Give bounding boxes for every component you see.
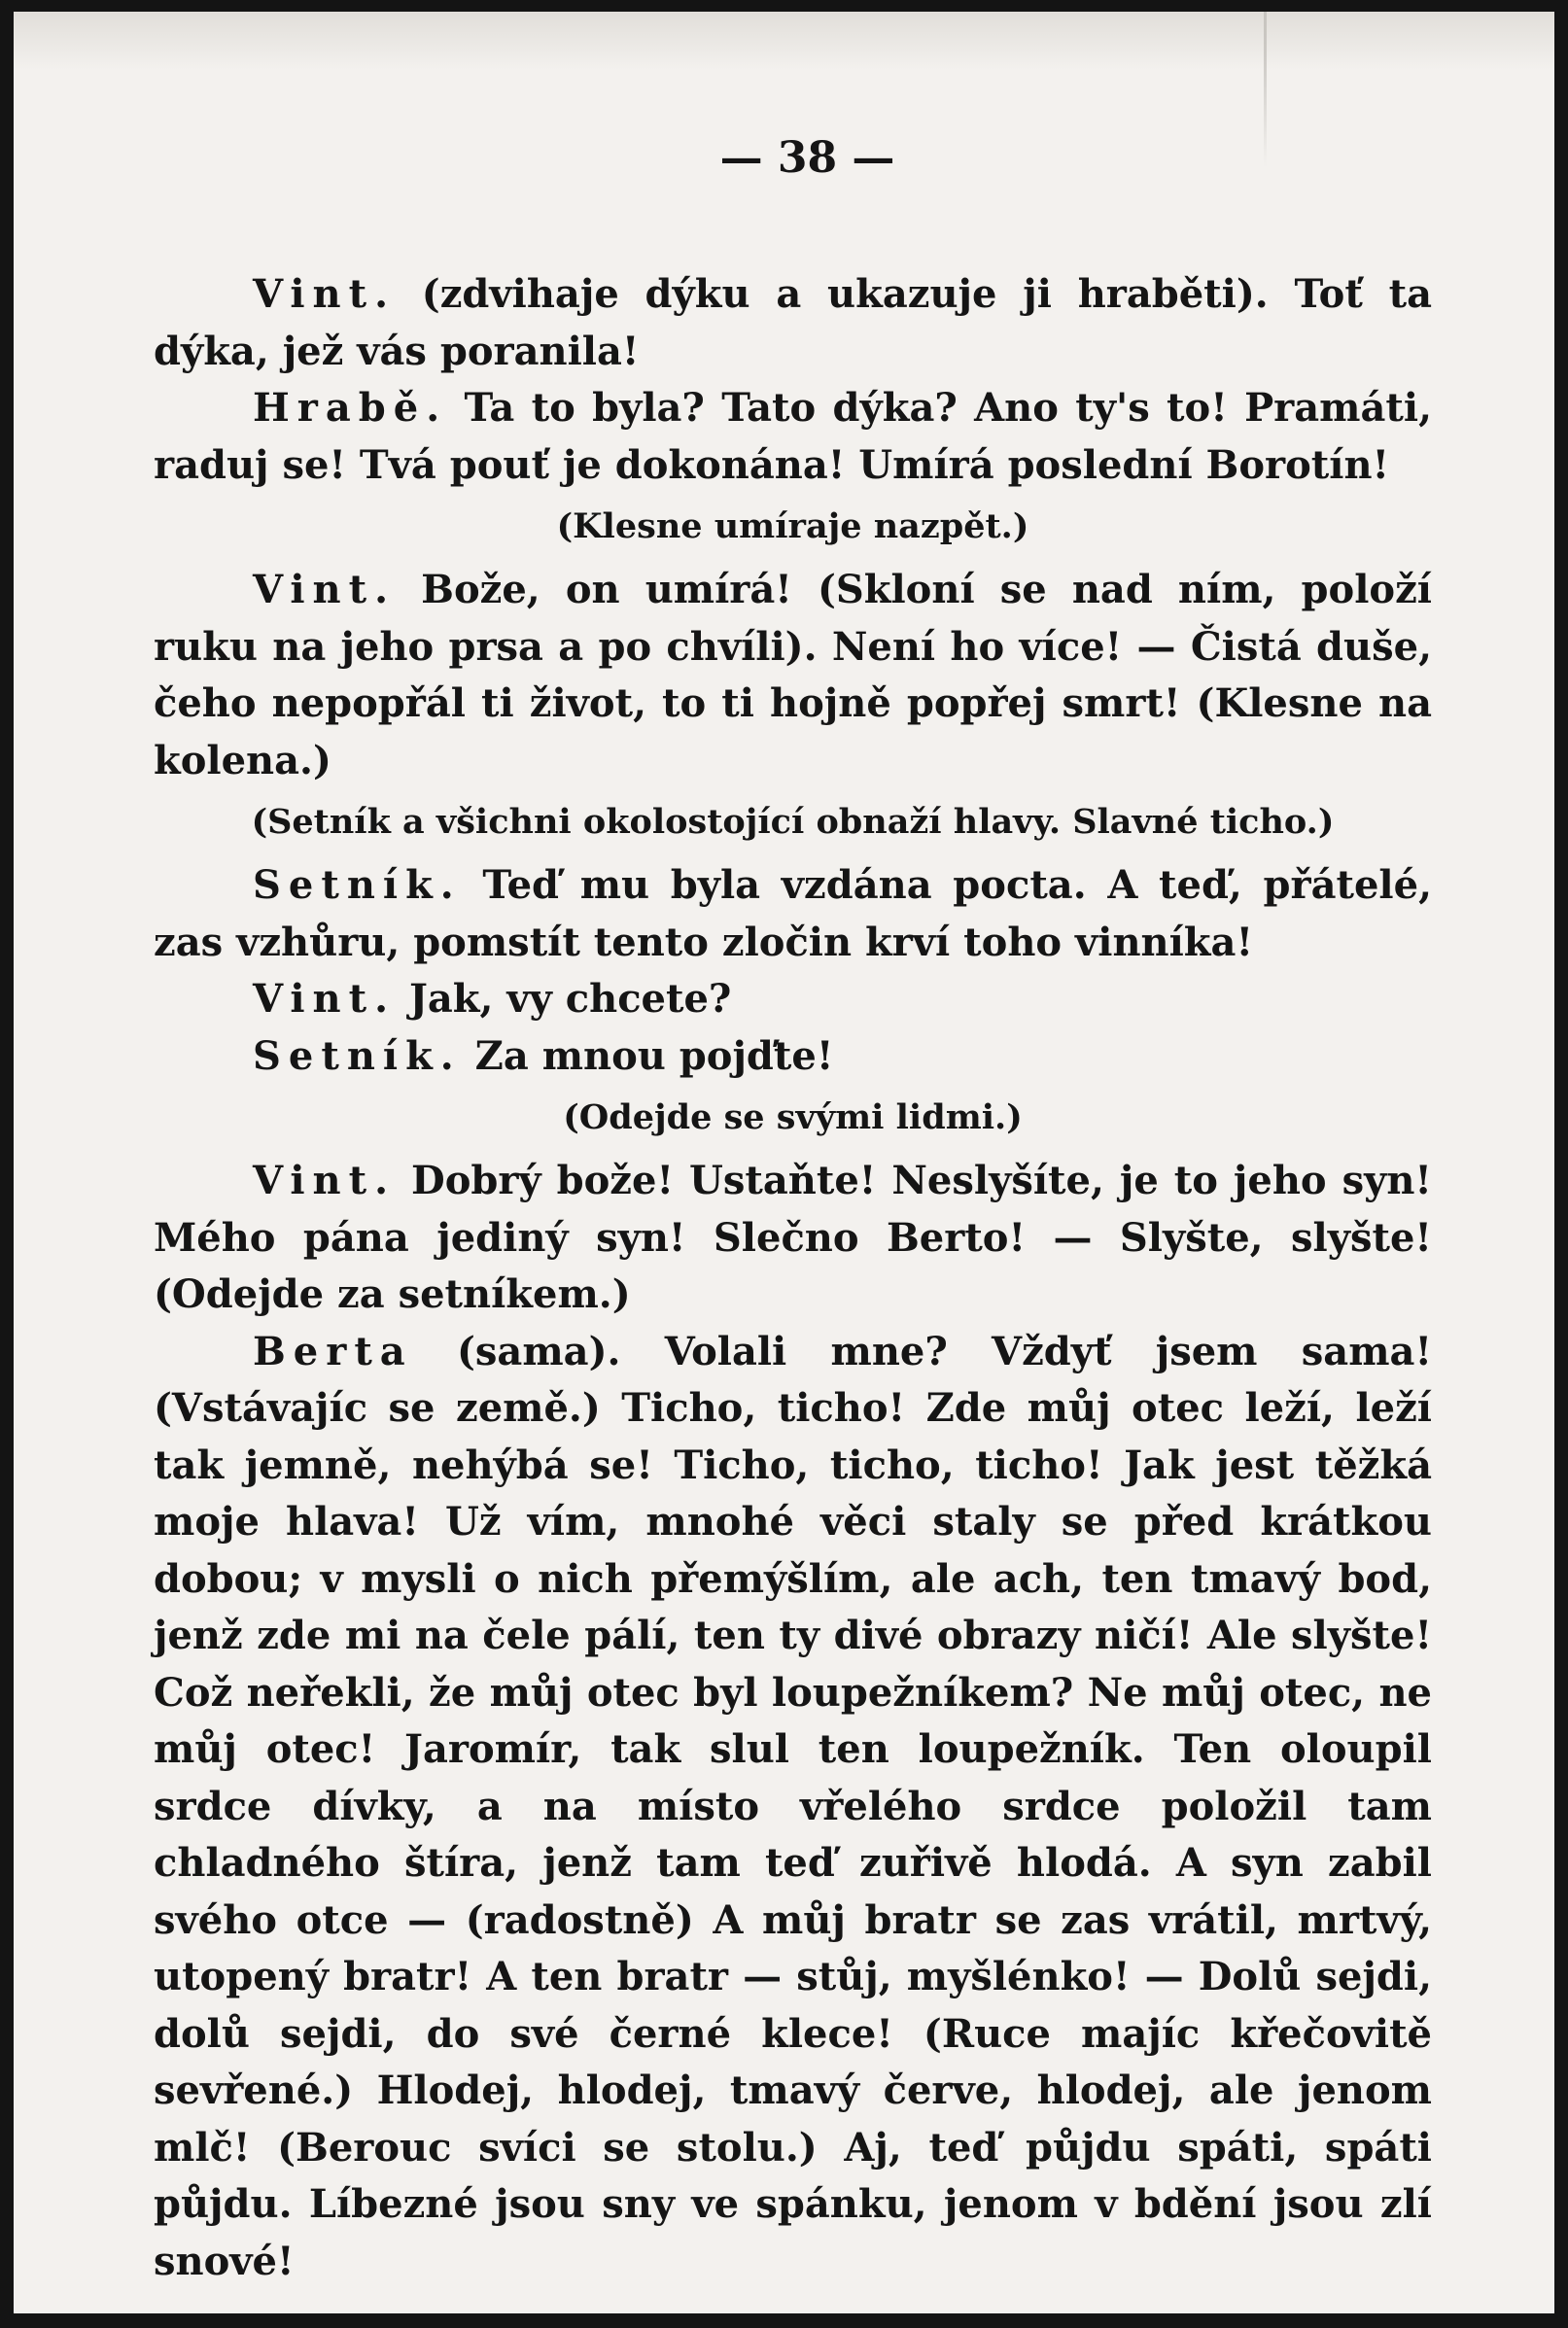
book-page bbox=[14, 12, 1554, 2313]
stage-direction: (Setník a všichni okolostojící obnaží hlavy. Slavné ticho.) bbox=[251, 802, 1335, 842]
speech-vint-1 bbox=[154, 266, 1432, 380]
stage-direction: (Klesne umíraje nazpět.) bbox=[556, 506, 1029, 546]
speech-berta bbox=[154, 1324, 1432, 2291]
speech-text: Za mnou pojďte! bbox=[461, 1032, 834, 1079]
speech-text: Dobrý bože! Ustaňte! Neslyšíte, je to jeho syn! Mého pána jediný syn! Slečno Berto! — Slyšte, slyšte! (Odejde za setníkem.) bbox=[154, 1158, 1432, 1317]
speaker-name: Vint. bbox=[253, 271, 397, 317]
speech-hrabe bbox=[154, 380, 1432, 494]
speaker-name: Vint. bbox=[253, 1158, 397, 1203]
page-number: — 38 — bbox=[719, 133, 895, 183]
speaker-name: Berta bbox=[253, 1328, 413, 1374]
speaker-name: Hrabě. bbox=[253, 385, 448, 431]
speech-vint-2 bbox=[154, 562, 1432, 789]
speech-vint-4 bbox=[154, 1153, 1432, 1324]
speech-text: Bože, on umírá! (Skloní se nad ním, položí ruku na jeho prsa a po chvíli). Není ho více! — Čistá duše, čeho nepopřál ti život, to ti hojně popřej smrt! (Klesne na kolena.) bbox=[154, 567, 1432, 783]
page-text bbox=[154, 126, 1432, 2290]
stage-direction: (Odejde se svými lidmi.) bbox=[563, 1097, 1023, 1137]
speaker-name: Vint. bbox=[253, 976, 397, 1022]
speech-setnik-2 bbox=[154, 1028, 1432, 1086]
speaker-name: Setník. bbox=[253, 862, 462, 908]
speech-vint-3 bbox=[154, 971, 1432, 1028]
speaker-name: Setník. bbox=[253, 1032, 462, 1079]
speech-text: (sama). Volali mne? Vždyť jsem sama! (Vstávajíc se země.) Ticho, ticho! Zde můj otec leží, leží tak jemně, nehýbá se! Ticho, ticho, ticho! Jak jest těžká moje hlava! Už vím, mnohé věci staly se před krátkou dobou; v mysli o nich přemýšlím, ale ach, ten tmavý bod, jenž zde mi na čele pálí, ten ty divé obrazy ničí! Ale slyšte! Což neřekli, že můj otec byl loupežníkem? Ne můj otec, ne můj otec! Jaromír, tak slul ten loupežník. Ten oloupil srdce dívky, a na místo vřelého srdce položil tam chladného štíra, jenž tam teď zuřivě hlodá. A syn zabil svého otce — (radostně) A můj bratr se zas vrátil, mrtvý, utopený bratr! A ten bratr — stůj, myšlénko! — Dolů sejdi, dolů sejdi, do své černé klece! (Ruce majíc křečovitě sevřené.) Hlodej, hlodej, tmavý červe, hlodej, ale jenom mlč! (Berouc svíci se stolu.) Aj, teď půjdu spáti, spáti půjdu. Líbezné jsou sny ve spánku, jenom v bdění jsou zlí snové! bbox=[154, 1328, 1432, 2284]
speech-text: Teď mu byla vzdána pocta. A teď, přátelé, zas vzhůru, pomstít tento zločin krví toho vinníka! bbox=[154, 862, 1432, 965]
speaker-name: Vint. bbox=[253, 567, 397, 612]
speech-text: Ta to byla? Tato dýka? Ano ty's to! Pramáti, raduj se! Tvá pouť je dokonána! Umírá poslední Borotín! bbox=[154, 385, 1432, 488]
speech-text: Jak, vy chcete? bbox=[396, 976, 732, 1022]
speech-setnik-1 bbox=[154, 857, 1432, 971]
speech-text: (zdvihaje dýku a ukazuje ji hraběti). Toť ta dýka, jež vás poranila! bbox=[154, 271, 1432, 374]
